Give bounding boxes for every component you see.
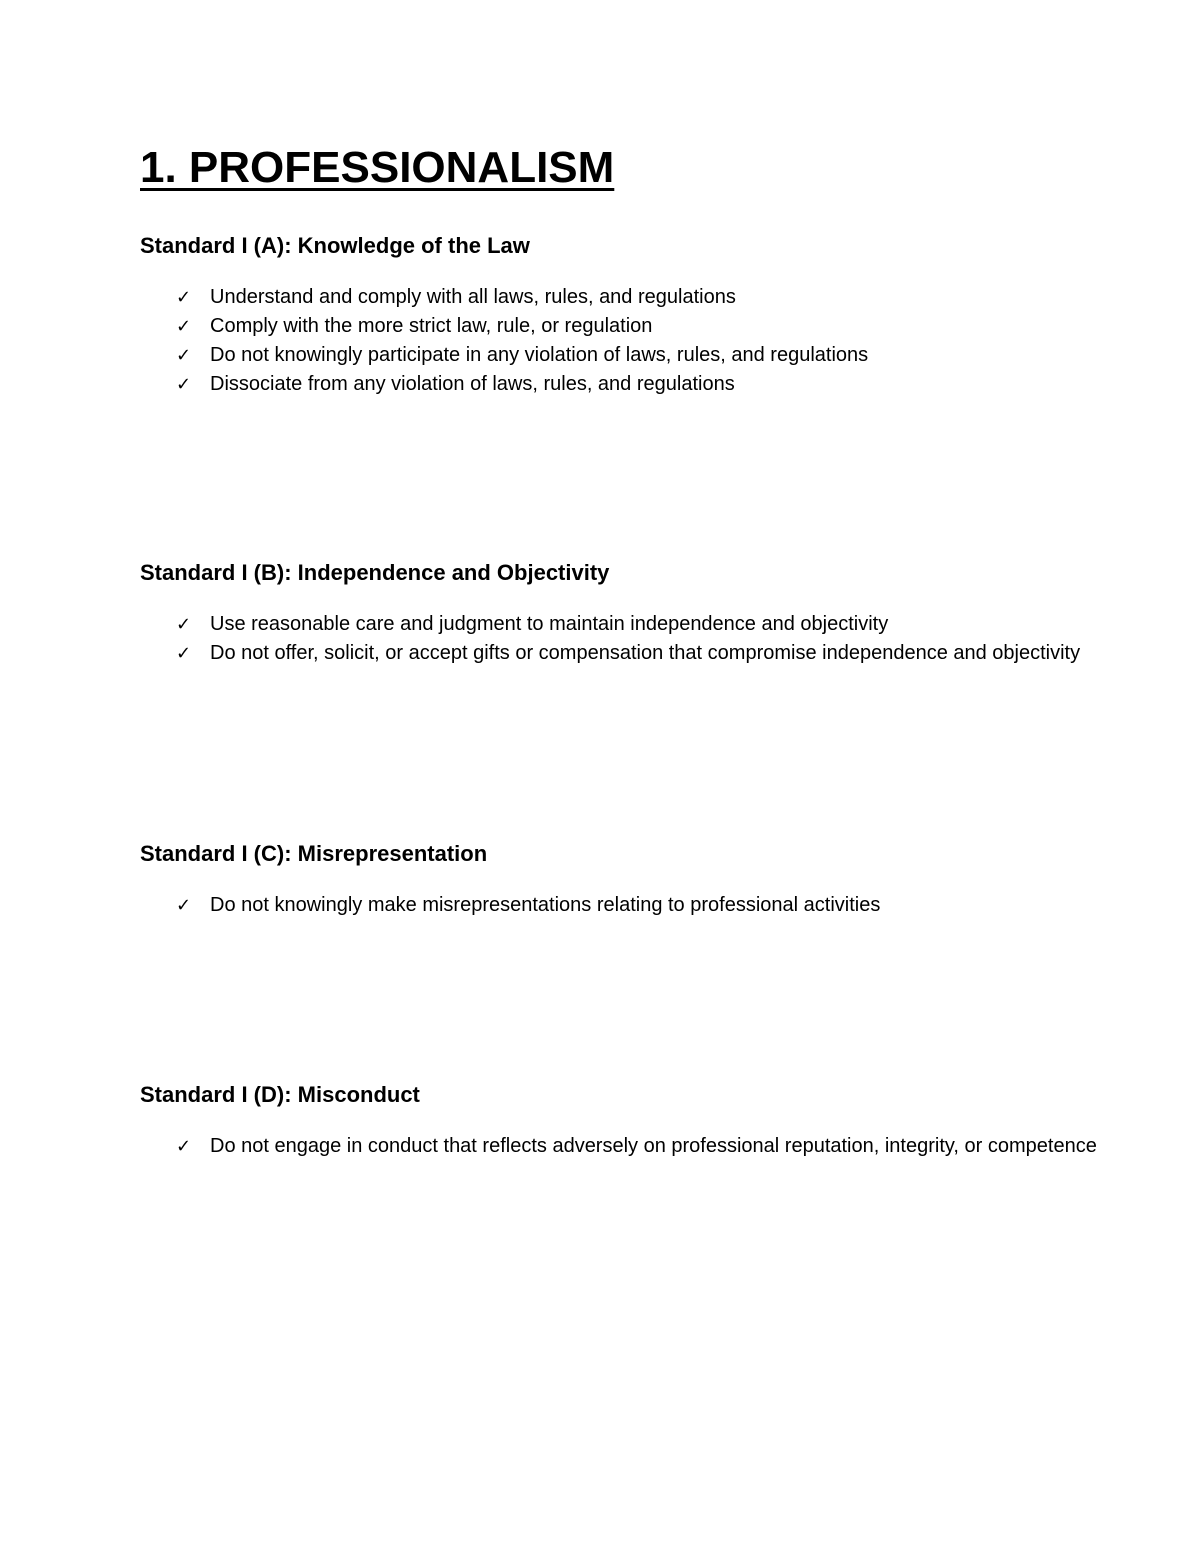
section-heading: Standard I (C): Misrepresentation	[140, 841, 488, 866]
check-mark-icon: ✓	[176, 287, 192, 308]
list-item	[140, 283, 1100, 312]
section-standard-i-d	[140, 1080, 1100, 1161]
section-heading: Standard I (A): Knowledge of the Law	[140, 233, 530, 258]
list-item-text: Comply with the more strict law, rule, or regulation	[210, 315, 653, 337]
check-mark-icon: ✓	[176, 316, 192, 337]
check-mark-icon: ✓	[176, 1136, 192, 1157]
list-item	[140, 341, 1100, 370]
list-item	[140, 312, 1100, 341]
list-item	[140, 370, 1100, 399]
list-item-text: Do not offer, solicit, or accept gifts or compensation that compromise independence and objectivity	[210, 642, 1081, 664]
check-mark-icon: ✓	[176, 614, 192, 635]
section-standard-i-b	[140, 558, 1100, 668]
check-mark-icon: ✓	[176, 374, 192, 395]
check-list	[140, 1132, 1100, 1161]
list-item	[140, 610, 1100, 639]
section-standard-i-a	[140, 231, 1100, 399]
list-item-text: Use reasonable care and judgment to maintain independence and objectivity	[210, 613, 889, 635]
check-mark-icon: ✓	[176, 643, 192, 664]
section-heading: Standard I (D): Misconduct	[140, 1082, 420, 1107]
list-item-text: Dissociate from any violation of laws, rules, and regulations	[210, 373, 735, 395]
list-item	[140, 639, 1100, 668]
check-list	[140, 283, 1100, 399]
list-item-text: Understand and comply with all laws, rules, and regulations	[210, 286, 736, 308]
section-standard-i-c	[140, 839, 1100, 920]
list-item	[140, 891, 1100, 920]
check-list	[140, 610, 1100, 668]
section-heading: Standard I (B): Independence and Objectivity	[140, 560, 610, 585]
list-item	[140, 1132, 1100, 1161]
check-list	[140, 891, 1100, 920]
list-item-text: Do not knowingly participate in any violation of laws, rules, and regulations	[210, 344, 869, 366]
list-item-text: Do not knowingly make misrepresentations relating to professional activities	[210, 894, 881, 916]
page-title: 1. PROFESSIONALISM	[140, 143, 615, 192]
check-mark-icon: ✓	[176, 895, 192, 916]
list-item-text: Do not engage in conduct that reflects adversely on professional reputation, integrity, or competence	[210, 1135, 1097, 1157]
check-mark-icon: ✓	[176, 345, 192, 366]
